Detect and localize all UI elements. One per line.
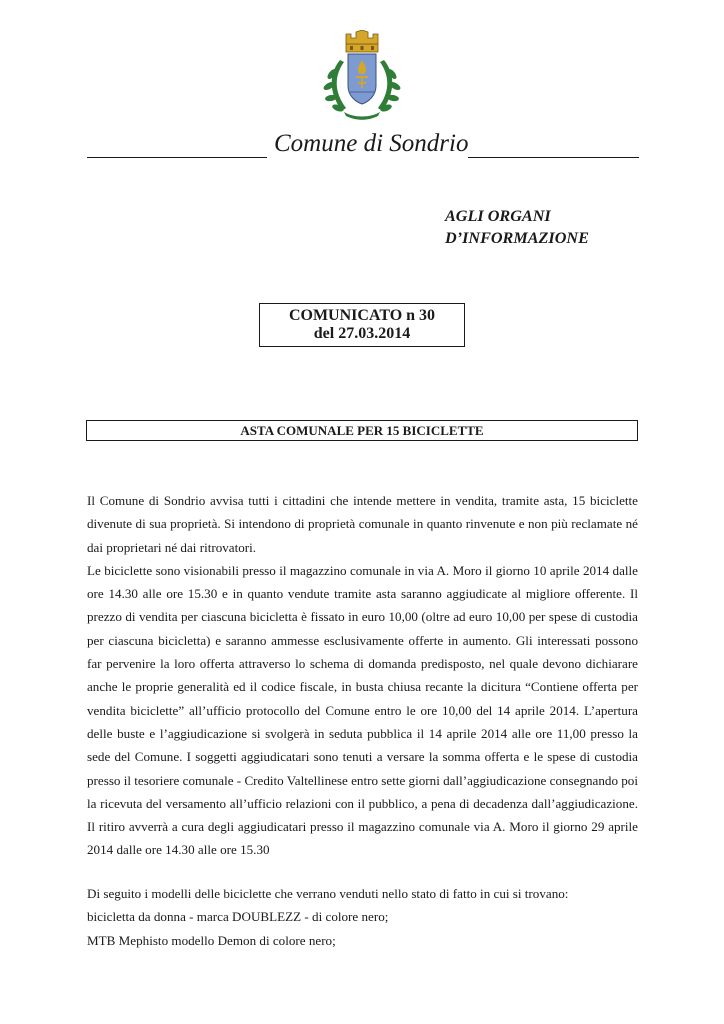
paragraph-details: Le biciclette sono visionabili presso il magazzino comunale in via A. Moro il giorno 10 aprile 2014 dalle ore 14.30 alle ore 15.30 e in quanto vendute tramite asta saranno aggiudicate al migliore offerente. Il prezzo di vendita per ciascuna bicicletta è fissato in euro 10,00 (oltre ad euro 10,00 per spese di custodia per ciascuna bicicletta) e saranno ammesse esclusivamente offerte in aumento. Gli interessati possono far pervenire la loro offerta attraverso lo schema di domanda predisposto, nel quale devono dichiarare anche le proprie generalità ed il codice fiscale, in busta chiusa recante la dicitura “Contiene offerta per vendita biciclette” all’ufficio protocollo del Comune entro le ore 10,00 del 14 aprile 2014. L’apertura delle buste e l’aggiudicazione si svolgerà in seduta pubblica il 14 aprile 2014 alle ore 11,00 presso la sede del Comune. I soggetti aggiudicatari sono tenuti a versare la somma offerta e le spese di custodia presso il tesoriere comunale - Credito Valtellinese entro sette giorni dall’aggiudicazione consegnando poi la ricevuta del versamento all’ufficio relazioni con il pubblico, a pena di decadenza dall’aggiudicazione. Il ritiro avverrà a cura degli aggiudicatari presso il magazzino comunale via A. Moro il giorno 29 aprile 2014 dalle ore 14.30 alle ore 15.30: [87, 562, 638, 858]
crown-icon: [346, 30, 378, 52]
recipient-line-2: D’INFORMAZIONE: [445, 229, 589, 247]
recipient-block: [445, 205, 589, 249]
models-intro: Di seguito i modelli delle biciclette che verrano venduti nello stato di fatto in cui si trovano:: [87, 886, 569, 901]
model-item: MTB Mephisto modello Demon di colore nero;: [87, 932, 336, 948]
recipient-line-1: AGLI ORGANI: [445, 207, 551, 225]
body-text: [87, 489, 638, 862]
shield-icon: [348, 54, 376, 104]
communique-number: COMUNICATO n 30: [288, 307, 436, 324]
header-rule-left: [87, 157, 267, 158]
subject-heading: ASTA COMUNALE PER 15 BICICLETTE: [86, 420, 638, 441]
model-item: bicicletta da donna - marca DOUBLEZZ - di colore nero;: [87, 909, 389, 925]
municipality-title: Comune di Sondrio: [274, 130, 469, 157]
bicycle-models-section: [87, 882, 638, 952]
header-rule-right: [468, 157, 639, 158]
communique-date: del 27.03.2014: [313, 325, 411, 342]
document-header: [87, 130, 639, 164]
communique-box: [259, 303, 465, 347]
coat-of-arms-logo: [318, 30, 406, 122]
paragraph-intro: Il Comune di Sondrio avvisa tutti i cittadini che intende mettere in vendita, tramite asta, 15 biciclette divenute di sua proprietà. Si intendono di proprietà comunale in quanto rinvenute e non più reclamate né dai proprietari né dai ritrovatori.: [87, 493, 638, 555]
